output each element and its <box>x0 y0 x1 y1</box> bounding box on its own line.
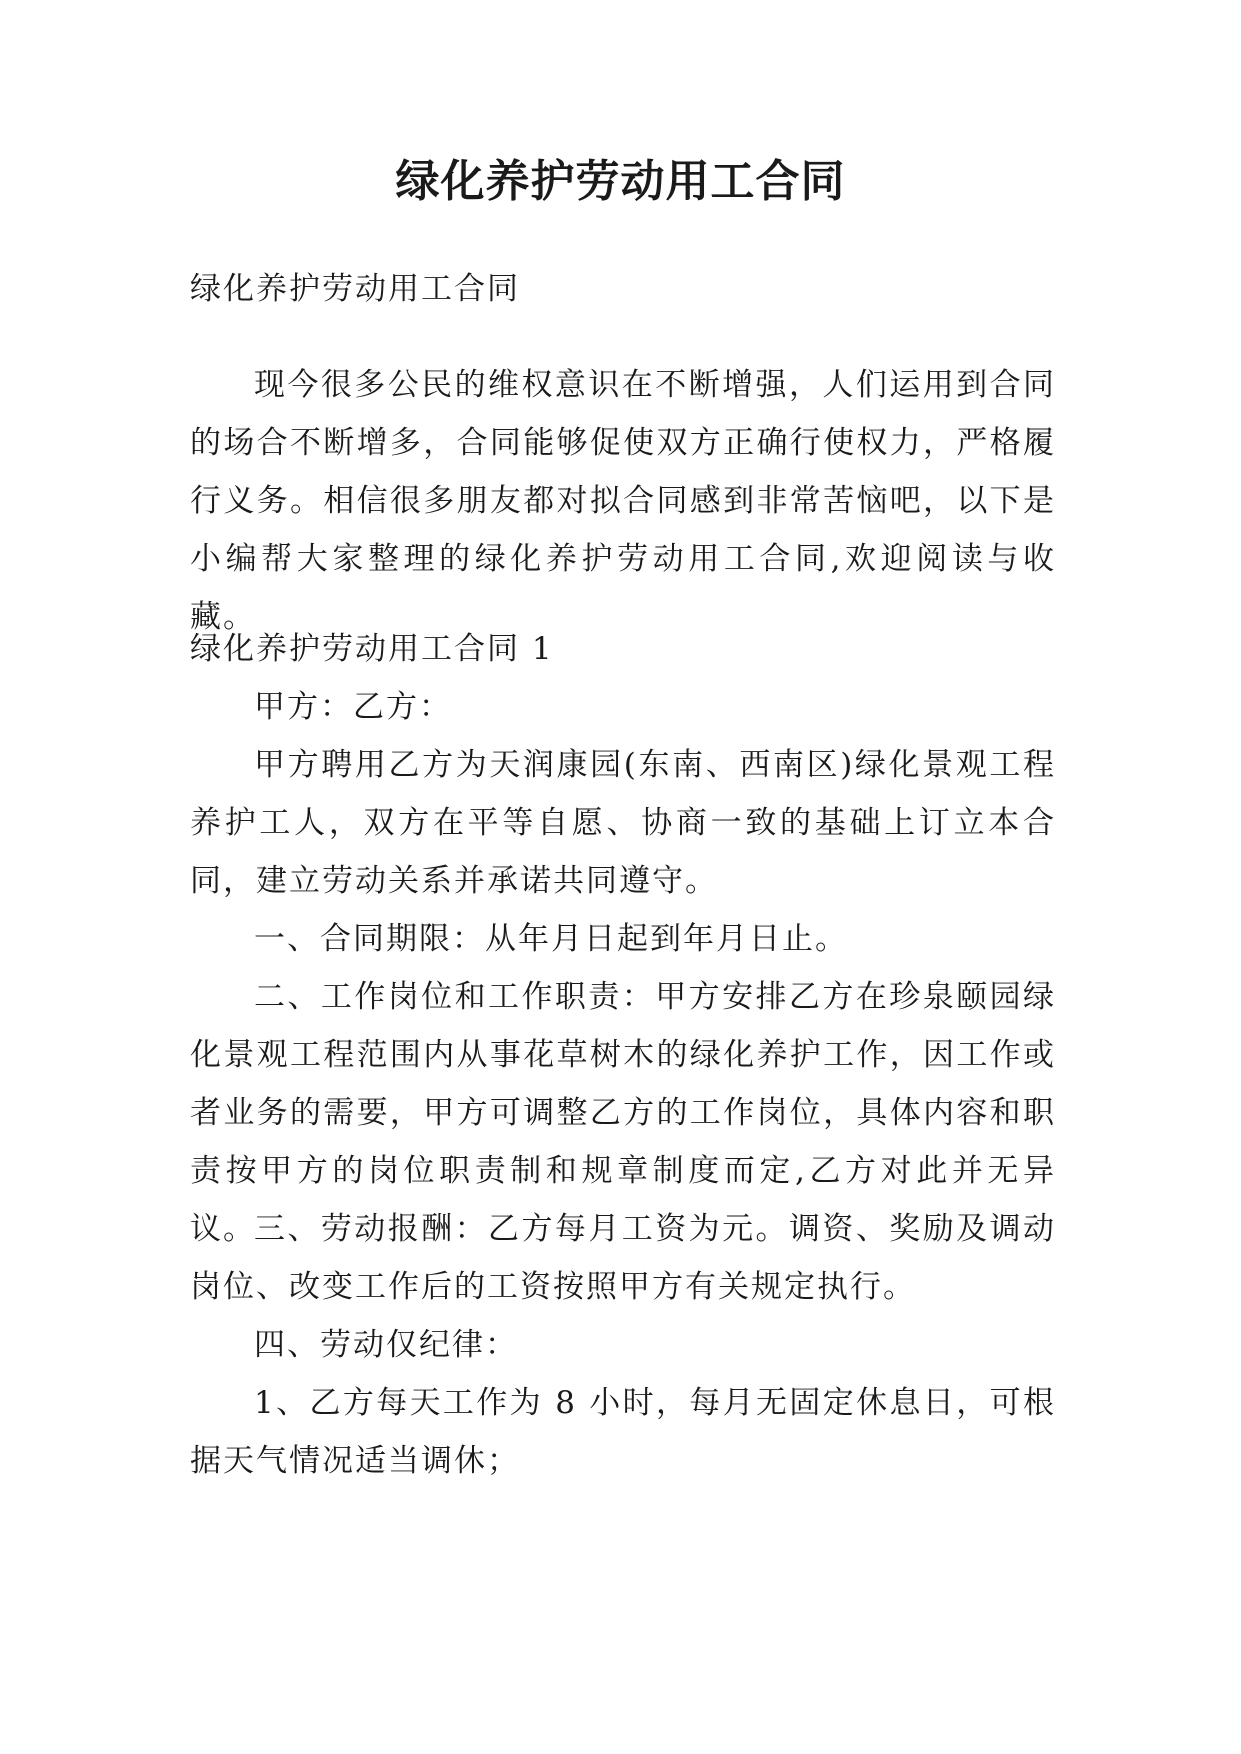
clause-paragraph: 三、劳动报酬：乙方每月工资为元。调资、奖励及调动岗位、改变工作后的工资按照甲方有关规定执行。 <box>190 1211 1056 1305</box>
clause-paragraph: 1、乙方每天工作为 8 小时，每月无固定休息日，可根据天气情况适当调休； <box>190 1385 1056 1479</box>
parties-line: 甲方：乙方： <box>254 689 452 725</box>
clause-paragraph: 四、劳动仅纪律： <box>254 1327 518 1363</box>
intro-paragraph: 现今很多公民的维权意识在不断增强，人们运用到合同的场合不断增多，合同能够促使双方正确行使权力，严格履行义务。相信很多朋友都对拟合同感到非常苦恼吧，以下是小编帮大家整理的绿化养护劳动用工合同,欢迎阅读与收藏。 <box>190 367 1056 635</box>
clause-paragraph: 一、合同期限：从年月日起到年月日止。 <box>254 921 848 957</box>
document-subtitle: 绿化养护劳动用工合同 <box>190 271 520 307</box>
document-title: 绿化养护劳动用工合同 <box>395 156 846 207</box>
clause-paragraph: 二、工作岗位和工作职责：甲方安排乙方在珍泉颐园绿化景观工程范围内从事花草树木的绿化养护工作，因工作或者业务的需要，甲方可调整乙方的工作岗位，具体内容和职责按甲方的岗位职责制和规章制度而定,乙方对此并无异议。 <box>190 979 1056 1247</box>
clause-paragraph: 甲方聘用乙方为天润康园(东南、西南区)绿化景观工程养护工人，双方在平等自愿、协商一致的基础上订立本合同，建立劳动关系并承诺共同遵守。 <box>190 747 1056 899</box>
contract-heading: 绿化养护劳动用工合同 1 <box>190 631 554 667</box>
